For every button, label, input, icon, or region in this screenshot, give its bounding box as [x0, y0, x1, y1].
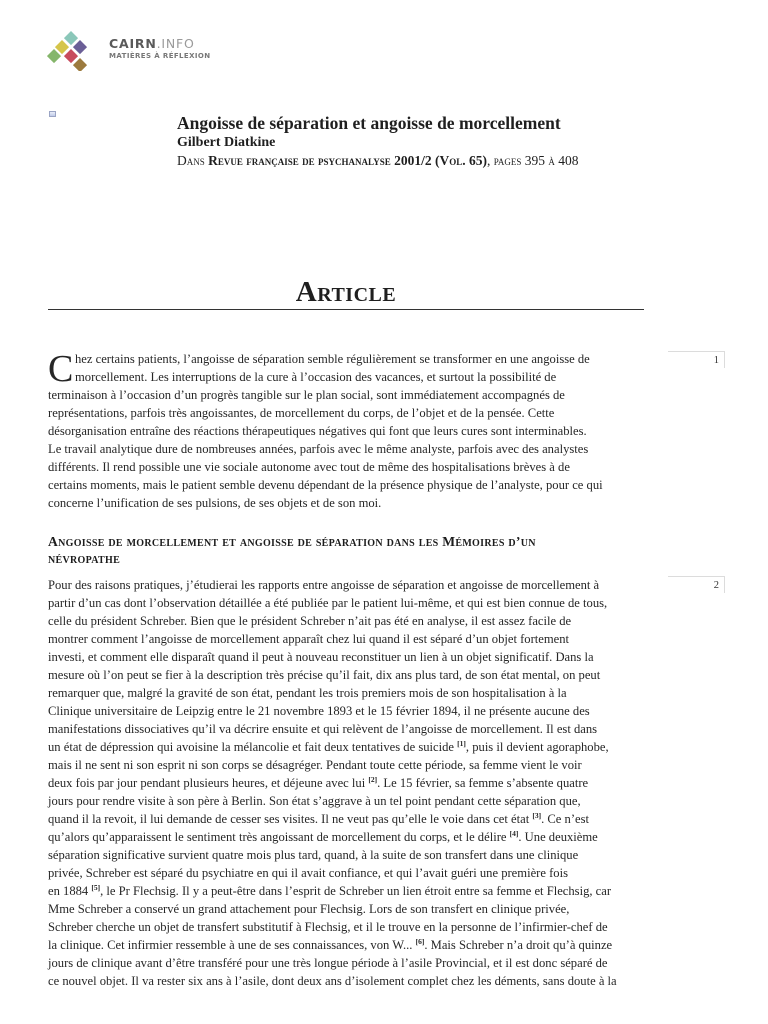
text-line — [48, 576, 640, 594]
logo-brand-main: CAIRN — [109, 36, 157, 51]
text-segment: celle du président Schreber. Bien que le président Schreber n’ait pas été en analyse, il est assez facile de — [48, 614, 572, 628]
text-line — [48, 630, 640, 648]
text-segment: investi, et comment elle disparaît quand il peut à nouveau reconstituer un lien à un objet significatif. Dans la — [48, 650, 594, 664]
footnote-ref[interactable]: [2] — [368, 775, 378, 784]
logo-brand-suffix: .INFO — [156, 36, 195, 51]
cairn-logo[interactable] — [47, 31, 217, 71]
text-line: hez certains patients, l’angoisse de séparation semble régulièrement se transformer en une angoisse de — [75, 352, 590, 366]
text-segment: Clinique universitaire de Leipzig entre le 21 novembre 1893 et le 15 février 1894, il ne présente aucune des — [48, 704, 590, 718]
heading-divider — [48, 309, 644, 310]
text-segment: mesure où l’on peut se fier à la description très précise qu’il fait, dix ans plus tard, de son état mental, on peut — [48, 668, 601, 682]
subheading-part-2: névropathe — [48, 551, 121, 566]
logo-diamond — [47, 49, 61, 63]
text-segment: manifestations dissociatives qu’il va décrire ensuite et qui relèvent de l’angoisse de morcellement. Il est dans — [48, 722, 598, 736]
text-segment: , puis il devient agoraphobe, — [465, 740, 609, 754]
paragraph-number-label: 2 — [713, 580, 719, 591]
source-pages: , pages 395 à 408 — [486, 153, 579, 168]
text-segment: un état de dépression qui avoisine la mélancolie et fait deux tentatives de suicide — [48, 740, 458, 754]
paragraph-number-2[interactable] — [668, 576, 725, 593]
text-segment: jours de clinique avant d’être transféré pour une très longue période à l’asile Provincial, et il est donc séparé de — [48, 956, 608, 970]
logo-brand — [109, 36, 195, 51]
text-segment: remarquer que, malgré la gravité de son état, pendant les trois premiers mois de son hospitalisation à la — [48, 686, 567, 700]
text-segment: quand il la revoit, il lui demande de cesser ses visites. Il ne veut pas qu’elle le voie dans cet état — [48, 812, 533, 826]
text-segment: Mme Schreber a conservé un grand attachement pour Flechsig. Lors de son transfert en clinique privée, — [48, 902, 570, 916]
logo-diamond — [64, 49, 78, 63]
text-line — [48, 846, 640, 864]
text-line — [48, 882, 640, 900]
text-segment: Schreber cherche un objet de transfert substitutif à Flechsig, et il le trouve en la personne de l’infirmier-chef de — [48, 920, 608, 934]
text-segment: qu’alors qu’apparaissent le sentiment très angoissant de morcellement du corps, et le délire — [48, 830, 510, 844]
text-line — [48, 792, 640, 810]
logo-tagline: MATIÈRES À RÉFLEXION — [109, 52, 211, 60]
text-segment: ce nouvel objet. Il va rester six ans à l’asile, dont deux ans d’isolement complet chez les déments, sans doute à la — [48, 974, 617, 988]
text-line: morcellement. Les interruptions de la cure à l’occasion des vacances, et surtout la possibilité de — [75, 370, 557, 384]
text-line — [48, 648, 640, 666]
text-line: terminaison à l’occasion d’un progrès tangible sur le plan social, sont immédiatement accompagnés de — [48, 388, 565, 402]
text-line — [48, 810, 640, 828]
text-line — [48, 828, 640, 846]
footnote-ref[interactable]: [6] — [415, 937, 425, 946]
text-segment: Pour des raisons pratiques, j’étudierai les rapports entre angoisse de séparation et angoisse de morcellement à — [48, 578, 600, 592]
text-line — [48, 612, 640, 630]
text-line — [48, 972, 640, 990]
text-line: Le travail analytique dure de nombreuses années, parfois avec le même analyste, parfois avec des analystes — [48, 442, 589, 456]
text-segment: deux fois par jour pendant plusieurs heures, et déjeune avec lui — [48, 776, 369, 790]
text-segment: , le Pr Flechsig. Il y a peut-être dans l’esprit de Schreber un lien étroit entre sa femme et Flechsig, car — [100, 884, 612, 898]
logo-diamond — [73, 40, 87, 54]
paragraph-2 — [48, 576, 640, 990]
logo-diamond — [64, 31, 78, 45]
paragraph-number-1[interactable] — [668, 351, 725, 368]
logo-diamond — [55, 40, 69, 54]
text-line: différents. Il rend possible une vie sociale autonome avec tout de même des hospitalisations brèves à de — [48, 460, 570, 474]
section-subheading — [48, 533, 618, 567]
paragraph-number-label: 1 — [713, 355, 719, 366]
source-journal-link[interactable]: Revue française de psychanalyse 2001/2 (Vol. 65) — [208, 153, 487, 168]
footnote-ref[interactable]: [3] — [532, 811, 542, 820]
text-segment: mais il ne sent ni son esprit ni son corps se désagréger. Pendant toute cette période, sa femme vient le voir — [48, 758, 582, 772]
text-line — [48, 900, 640, 918]
text-line: représentations, parfois très angoissantes, de morcellement du corps, de l’objet et de la pensée. Cette — [48, 406, 555, 420]
text-segment: séparation significative survient quatre mois plus tard, quand, à la suite de son transfert dans une clinique — [48, 848, 579, 862]
text-segment: montrer comment l’angoisse de morcellement apparaît chez lui quand il est séparé d’un objet fortement — [48, 632, 570, 646]
text-line — [48, 774, 640, 792]
text-segment: . Ce n’est — [541, 812, 590, 826]
text-line — [48, 720, 640, 738]
article-author[interactable]: Gilbert Diatkine — [177, 135, 276, 150]
article-title: Angoisse de séparation et angoisse de morcellement — [177, 113, 561, 133]
text-line — [48, 666, 640, 684]
text-segment: en 1884 — [48, 884, 92, 898]
footnote-ref[interactable]: [4] — [509, 829, 519, 838]
paragraph-1 — [48, 350, 640, 512]
article-header — [177, 113, 657, 171]
text-segment: privée, Schreber est séparé du psychiatre en qui il avait confiance, et qui l’avait guéri une première fois — [48, 866, 568, 880]
footnote-ref[interactable]: [1] — [457, 739, 466, 748]
text-segment: . Mais Schreber n’a droit qu’à quinze — [424, 938, 613, 952]
text-segment: . Une deuxième — [518, 830, 598, 844]
text-line — [48, 864, 640, 882]
text-line — [48, 918, 640, 936]
text-line — [48, 702, 640, 720]
cairn-diamond-mark — [47, 31, 93, 71]
text-segment: jours pour rendre visite à son père à Berlin. Son état s’aggrave à un tel point pendant cette séparation que, — [48, 794, 581, 808]
cover-thumbnail-icon[interactable] — [49, 111, 56, 117]
text-line: désorganisation entraîne des réactions thérapeutiques négatives qui font que leurs cures sont interminables. — [48, 424, 587, 438]
footnote-ref[interactable]: [5] — [91, 883, 101, 892]
text-line: concerne l’unification de ses pulsions, de ses objets et de son moi. — [48, 496, 382, 510]
subheading-part-1: Angoisse de morcellement et angoisse de séparation dans les Mémoires d’un — [48, 534, 536, 549]
text-segment: partir d’un cas dont l’observation détaillée a été publiée par le patient lui-même, et qui est bien connue de tous, — [48, 596, 608, 610]
section-heading: Article — [295, 276, 397, 308]
text-line — [48, 738, 640, 756]
article-source — [177, 151, 657, 171]
text-line — [48, 684, 640, 702]
drop-cap: C — [48, 348, 74, 390]
text-line — [48, 756, 640, 774]
text-line — [48, 594, 640, 612]
source-prefix: Dans — [177, 153, 209, 168]
text-line: certains moments, mais le patient semble devenu dépendant de la présence physique de l’analyste, pour ce qui — [48, 478, 603, 492]
logo-diamond — [73, 58, 87, 71]
text-line — [48, 936, 640, 954]
text-line — [48, 954, 640, 972]
text-segment: . Le 15 février, sa femme s’absente quatre — [377, 776, 589, 790]
text-segment: la clinique. Cet infirmier ressemble à une de ses connaissances, von W... — [48, 938, 416, 952]
